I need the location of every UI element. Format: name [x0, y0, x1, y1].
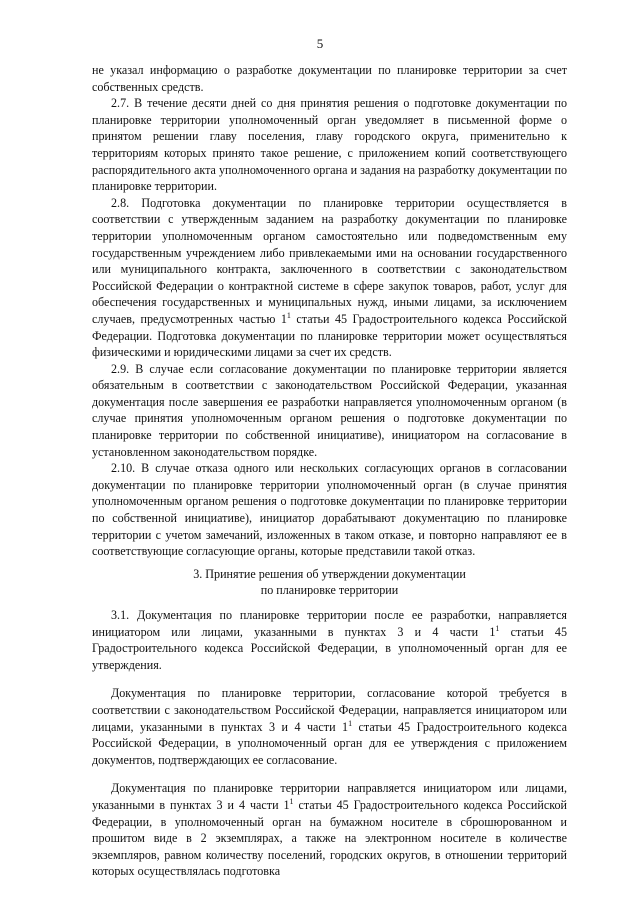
paragraph-3-1-text-b: статьи 45 Градостроительного кодекса Российской Федерации, в уполномоченный орган для ее утверждения.: [92, 624, 567, 672]
paragraph-3-1-submission: [92, 780, 567, 880]
superscript: 1: [348, 718, 353, 728]
section-heading-line-2: по планировке территории: [260, 583, 399, 598]
paragraph-3-1: [92, 607, 567, 673]
paragraph-3-1-approval: [92, 685, 567, 768]
document-body: [92, 62, 567, 880]
paragraph-2-7: 2.7. В течение десяти дней со дня принятия решения о подготовке документации по планировке территории уполномоченный орган уведомляет в письменной форме о принятом решении главу поселения, главу городского округа, применительно к территориям которых принято такое решение, с приложением копий соответствующего распорядительного акта уполномоченного органа и задания на разработку документации по планировке территории.: [92, 96, 567, 194]
superscript: 1: [495, 623, 500, 633]
paragraph-3-1-approval-text-b: статьи 45 Градостроительного кодекса Российской Федерации, в уполномоченный орган для ее утверждения с приложением документов, подтверждающих ее согласование.: [92, 719, 567, 767]
paragraph-3-1-text-a: 3.1. Документация по планировке территории после ее разработки, направляется инициатором или лицами, указанными в пунктах 3 и 4 части 1: [92, 608, 567, 639]
superscript: 1: [289, 796, 294, 806]
paragraph-2-10: 2.10. В случае отказа одного или нескольких согласующих органов в согласовании документации по планировке территории уполномоченный орган (в случае принятия уполномоченным органом решения о подготовке документации по планировке территории по собственной инициативе), инициатор дорабатывают документацию по планировке территории с учетом замечаний, изложенных в таком отказе, и повторно направляют ее в соответствующие согласующие органы, которые представили такой отказ.: [92, 461, 567, 559]
superscript: 1: [286, 310, 291, 320]
paragraph-3-1-submission-text-b: статьи 45 Градостроительного кодекса Российской Федерации, в уполномоченный орган на бумажном носителе в сброшюрованном и прошитом виде в 2 экземплярах, а также на электронном носителе в количестве экземпляров, равном количеству поселений, городских округов, в отношении территорий которых осуществлялась подготовка: [92, 797, 567, 879]
paragraph-2-8-text-a: 2.8. Подготовка документации по планировке территории осуществляется в соответствии с утвержденным заданием на разработку документации по планировке территории уполномоченным органом самостоятельно или подведомственным ему государственным учреждением либо привлекаемыми ими на основании государственного или муниципального контракта, заключенного в соответствии с законодательством Российской Федерации о контрактной системе в сфере закупок товаров, работ, услуг для обеспечения государственных и муниципальных нужд, иными лицами, за исключением случаев, предусмотренных частью 1: [92, 195, 567, 326]
page-number: 5: [316, 36, 324, 51]
paragraph-2-8-text-b: статьи 45 Градостроительного кодекса Российской Федерации. Подготовка документации по планировке территории может осуществляться физическими и юридическими лицами за счет их средств.: [92, 311, 567, 360]
paragraph-3-1-approval-text-a: Документация по планировке территории, согласование которой требуется в соответствии с законодательством Российской Федерации, направляется инициатором или лицами, указанными в пунктах 3 и 4 части 1: [92, 686, 567, 734]
paragraph-3-1-submission-text-a: Документация по планировке территории направляется инициатором или лицами, указанными в пунктах 3 и 4 части 1: [92, 781, 567, 812]
paragraph-2-8: [92, 195, 567, 361]
section-heading: [92, 566, 567, 599]
section-heading-line-1: 3. Принятие решения об утверждении документации: [193, 566, 466, 581]
paragraph-2-9: 2.9. В случае если согласование документации по планировке территории является обязательным в соответствии с законодательством Российской Федерации, указанная документация после завершения ее разработки направляется уполномоченным органом (в случае принятия уполномоченным органом решения о подготовке документации по планировке территории по собственной инициативе), инициатором на согласование в установленном законодательством порядке.: [92, 361, 567, 459]
paragraph-continuation: не указал информацию о разработке документации по планировке территории за счет собственных средств.: [92, 63, 567, 94]
